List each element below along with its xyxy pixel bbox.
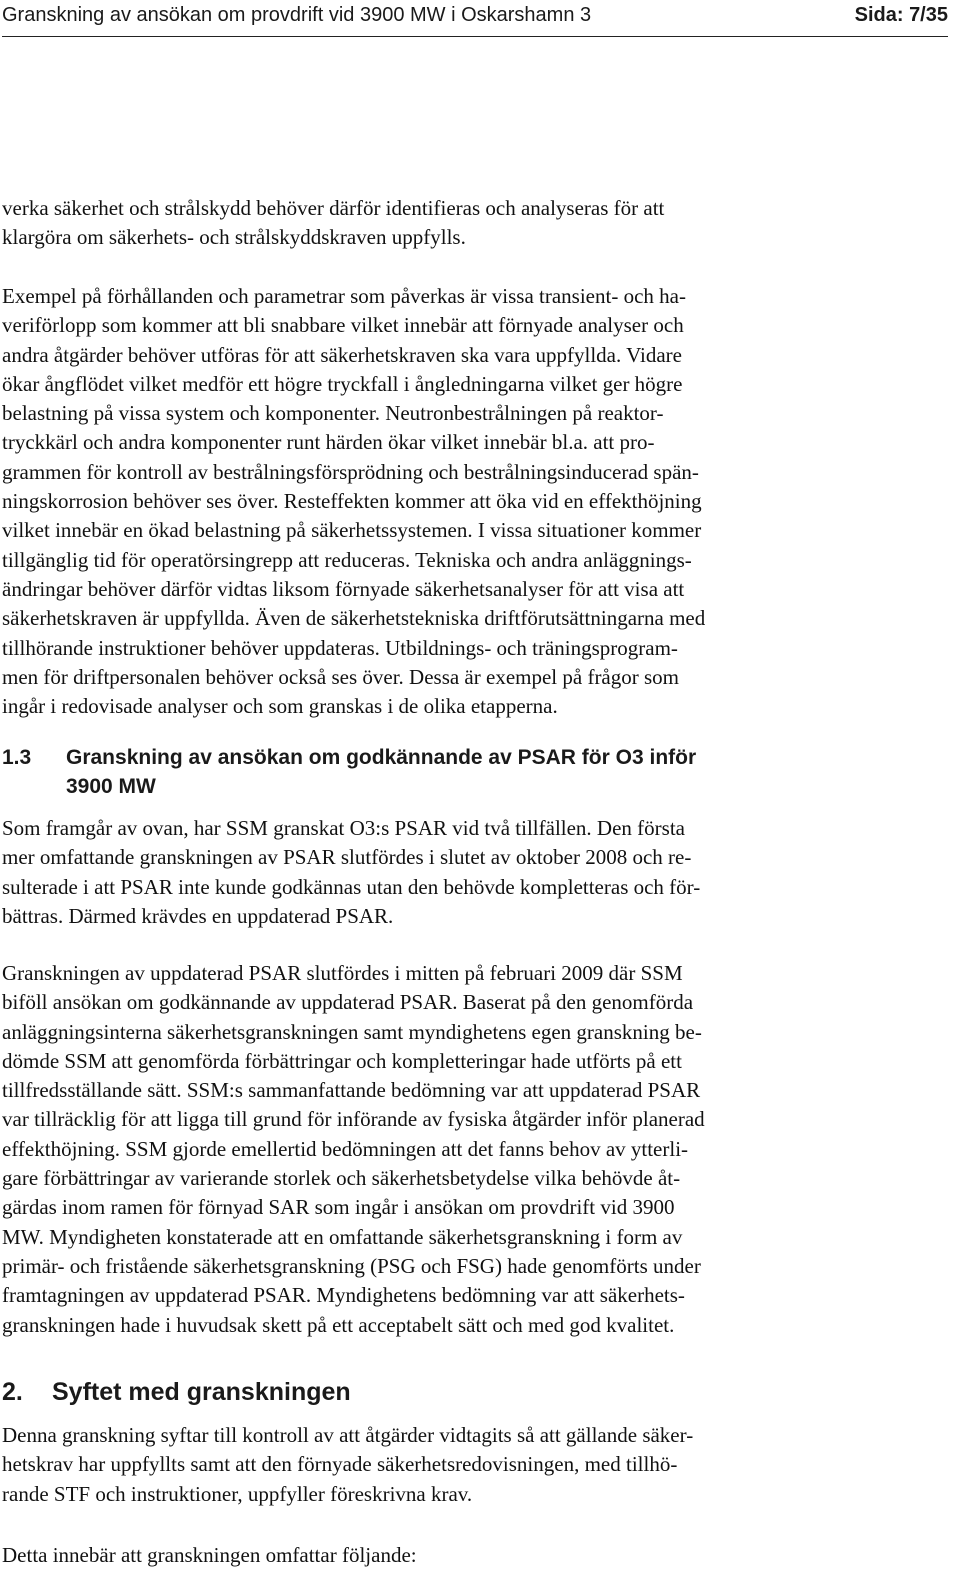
text-line: tillgänglig tid för operatörsingrepp att reduceras. Tekniska och andra anläggnings-	[2, 547, 692, 572]
text-line: Exempel på förhållanden och parametrar som påverkas är vissa transient- och ha-	[2, 284, 686, 308]
page-number: Sida: 7/35	[854, 4, 948, 26]
text-line: anläggningsinterna säkerhetsgranskningen samt myndighetens egen granskning be-	[2, 1019, 702, 1044]
text-line: gärdas inom ramen för förnyad SAR som ingår i ansökan om provdrift vid 3900	[2, 1195, 675, 1220]
text-line: verka säkerhet och strålskydd behöver därför identifieras och analyseras för att	[2, 196, 665, 220]
section-number: 1.3	[2, 746, 32, 769]
text-line: framtagningen av uppdaterad PSAR. Myndighetens bedömning var att säkerhets-	[2, 1283, 685, 1308]
text-line: tryckkärl och andra komponenter runt härden ökar vilket innebär bl.a. att pro-	[2, 430, 655, 455]
text-line: tillfredsställande sätt. SSM:s sammanfattande bedömning var att uppdaterad PSAR	[2, 1078, 701, 1103]
text-line: klargöra om säkerhets- och strålskyddskraven uppfylls.	[2, 225, 466, 250]
paragraph-examples	[2, 282, 932, 721]
text-line: ökar ångflödet vilket medför ett högre tryckfall i ångledningarna vilket ger högre	[2, 371, 683, 396]
text-line: Som framgår av ovan, har SSM granskat O3:s PSAR vid två tillfällen. Den första	[2, 816, 685, 840]
text-line: Denna granskning syftar till kontroll av att åtgärder vidtagits så att gällande säker-	[2, 1423, 694, 1447]
text-line: primär- och fristående säkerhetsgranskning (PSG och FSG) hade genomförts under	[2, 1253, 701, 1278]
text-line: ingår i redovisade analyser och som granskas i de olika etapperna.	[2, 694, 558, 719]
paragraph-intro	[2, 194, 932, 253]
section-number: 2.	[2, 1378, 23, 1406]
text-line: mer omfattande granskningen av PSAR slutfördes i slutet av oktober 2008 och re-	[2, 845, 692, 870]
paragraph-scope-intro	[2, 1541, 932, 1570]
paragraph-psar-review	[2, 814, 932, 931]
text-line: biföll ansökan om godkännande av uppdaterad PSAR. Baserat på den genomförda	[2, 990, 694, 1015]
text-line: granskningen hade i huvudsak skett på ett acceptabelt sätt och med god kvalitet.	[2, 1312, 675, 1337]
text-line: men för driftpersonalen behöver också ses över. Dessa är exempel på frågor som	[2, 664, 680, 689]
text-line: dömde SSM att genomförda förbättringar och kompletteringar hade utförts på ett	[2, 1048, 682, 1073]
text-line: MW. Myndigheten konstaterade att en omfattande säkerhetsgranskning i form av	[2, 1224, 683, 1249]
section-title: Syftet med granskningen	[52, 1378, 351, 1406]
text-line: gare förbättringar av varierande storlek och säkerhetsbetydelse vilka behövde åt-	[2, 1166, 681, 1191]
page-header	[2, 4, 948, 37]
text-line: ändringar behöver därför vidtas liksom förnyade säkerhetsanalyser för att visa att	[2, 576, 685, 601]
text-line: bättras. Därmed krävdes en uppdaterad PSAR.	[2, 903, 394, 928]
text-line: sulterade i att PSAR inte kunde godkännas utan den behövde kompletteras och för-	[2, 874, 701, 899]
text-line: Granskningen av uppdaterad PSAR slutfördes i mitten på februari 2009 där SSM	[2, 961, 683, 985]
text-line: effekthöjning. SSM gjorde emellertid bedömningen att det fanns behov av ytterli-	[2, 1136, 689, 1161]
text-line: grammen för kontroll av bestrålningsförsprödning och bestrålningsinducerad spän-	[2, 459, 699, 484]
text-line: rande STF och instruktioner, uppfyller föreskrivna krav.	[2, 1481, 473, 1506]
document-title: Granskning av ansökan om provdrift vid 3900 MW i Oskarshamn 3	[2, 4, 592, 26]
paragraph-purpose	[2, 1421, 932, 1509]
text-line: Detta innebär att granskningen omfattar följande:	[2, 1543, 417, 1567]
text-line: vilket innebär en ökad belastning på säkerhetssystemen. I vissa situationer kommer	[2, 518, 702, 543]
text-line: andra åtgärder behöver utföras för att säkerhetskraven ska vara uppfyllda. Vidare	[2, 342, 682, 367]
section-title: Granskning av ansökan om godkännande av PSAR för O3 inför	[66, 746, 697, 769]
text-line: var tillräcklig för att ligga till grund för införande av fysiska åtgärder inför planerad	[2, 1107, 705, 1132]
text-line: ningskorrosion behöver ses över. Resteffekten kommer att öka vid en effekthöjning	[2, 489, 702, 514]
text-line: belastning på vissa system och komponenter. Neutronbestrålningen på reaktor-	[2, 401, 664, 426]
text-line: säkerhetskraven är uppfyllda. Även de säkerhetstekniska driftförutsättningarna med	[2, 606, 706, 631]
text-line: hetskrav har uppfyllts samt att den förnyade säkerhetsredovisningen, med tillhö-	[2, 1452, 678, 1477]
section-title-continued: 3900 MW	[66, 775, 156, 798]
text-line: veriförlopp som kommer att bli snabbare vilket innebär att förnyade analyser och	[2, 313, 684, 338]
text-line: tillhörande instruktioner behöver uppdateras. Utbildnings- och träningsprogram-	[2, 635, 678, 660]
paragraph-updated-psar	[2, 959, 932, 1340]
